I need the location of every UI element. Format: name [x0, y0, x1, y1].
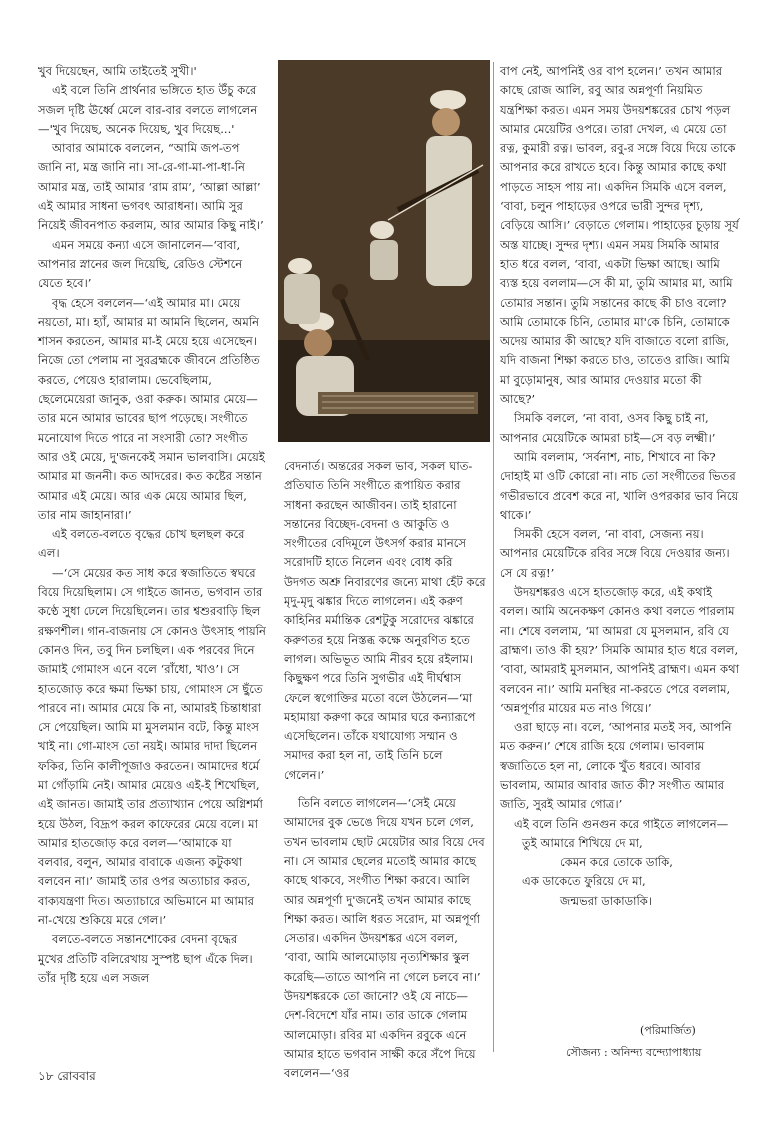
article-column-2	[284, 457, 486, 1081]
column-divider	[493, 62, 494, 1052]
paragraph: বেদনার্ত। অন্তরের সকল ভাব, সকল ঘাত-প্রতিঘাত তিনি সংগীতে রূপায়িত করার সাধনা করছেন আজীবন। তাই হারানো সন্তানের বিচ্ছেদ-বেদনা ও আকুতি ও সংগীতের বেদিমূলে উৎসর্গ করার মানসে সরোদটি হাতে নিলেন এবং বোধ করি উদগত অশ্রু নিবারণের জন্যে মাথা হেঁট করে মৃদু-মৃদু ঝঙ্কার দিতে লাগলেন। এই করুণ কাহিনির মর্মান্তিক রেশটুকু সরোদের ঝঙ্কারে করুণতর হয়ে নিস্তব্ধ কক্ষে অনুরণিত হতে লাগল। অভিভূত আমি নীরব হয়ে রইলাম। কিছুক্ষণ পরে তিনি সুগভীর এই দীর্ঘশ্বাস ফেলে স্বগোক্তির মতো বলে উঠলেন—‘মা মহামায়া করুণা করে আমার ঘরে কন্যারূপে এসেছিলেন। তাঁকে যথাযোগ্য সম্মান ও সমাদর করা হল না, তাই তিনি চলে গেলেন।’	[284, 459, 486, 782]
photo-illustration	[278, 60, 490, 442]
paragraph: আমি বললাম, ‘সর্বনাশ, নাচ, শিখাবে না কি? দোহাই মা ওটি কোরো না। নাচ তো সংগীতের ভিতর গভীরভাবে প্রবেশ করে না, খালি ওপরকার ভাব নিয়ে থাকে।’	[500, 449, 739, 522]
paragraph: এই বলতে-বলতে বৃদ্ধের চোখ ছলছল করে এল।	[38, 527, 245, 561]
song-verse	[522, 834, 740, 911]
paragraph: আবার আমাকে বললেন, “আমি জপ-তপ জানি না, মন্ত্র জানি না। সা-রে-গা-মা-পা-ধা-নি আমার মন্ত্র, তাই আমার ‘রাম রাম’, ‘আল্লা আল্লা’ এই আমার সাধনা ভগবৎ আরাধনা। আমি সুর নিয়েই জীবনপাত করলাম, আর আমার কিছু নাই।’	[38, 141, 264, 233]
paragraph: এই বলে তিনি গুনগুন করে গাইতে লাগলেন—	[514, 816, 729, 831]
paragraph: তিনি বলতে লাগলেন—‘সেই মেয়ে আমাদের বুক ভেঙে দিয়ে যখন চলে গেল, তখন ভাবলাম ছোট মেয়েটার আর বিয়ে দেব না। সে আমার ছেলের মতোই আমার কাছে কাছে থাকবে, সংগীত শিক্ষা করবে। আলি আর অন্নপূর্ণা দু'জনেই তখন আমার কাছে শিক্ষা করত। আলি ধরত সরোদ, মা অন্নপূর্ণা সেতার। একদিন উদয়শঙ্কর এসে বলল, ‘বাবা, আমি আলমোড়ায় নৃত্যশিক্ষার স্কুল করেছি—তাতে আপনি না গেলে চলবে না।’ উদয়শঙ্করকে তো জানো? ওই যে নাচে—দেশ-বিদেশে যাঁর নাম। তার ডাকে গেলাম আলমোড়া। রবির মা একদিন রবুকে এনে আমার হাতে ভগবান সাক্ষী করে সঁপে দিয়ে বললেন—‘ওর	[284, 796, 485, 1081]
paragraph: বলতে-বলতে সন্তানশোকের বেদনা বৃদ্ধের মুখের প্রতিটি বলিরেখায় সুস্পষ্ট ছাপ এঁকে দিল। তাঁর দৃষ্টি হয়ে এল সজল	[38, 932, 253, 985]
paragraph: এই বলে তিনি প্রার্থনার ভঙ্গিতে হাত উঁচু করে সজল দৃষ্টি ঊর্ধ্বে মেলে বার-বার বলতে লাগলেন—'খুব দিয়েছ, অনেক দিয়েছ, খুব দিয়েছ...'	[38, 83, 258, 136]
paragraph: সিমকি বললে, ‘না বাবা, ওসব কিছু চাই না, আপনার মেয়েটিকে আমরা চাই—সে বড় লক্ষ্মী।’	[500, 411, 716, 445]
verse-line: তুই আমারে শিখিয়ে দে মা,	[522, 835, 643, 850]
paragraph: এমন সময়ে কন্যা এসে জানালেন—‘বাবা, আপনার স্নানের জল দিয়েছি, রেডিও স্টেশনে যেতে হবে।’	[38, 237, 243, 291]
paragraph: সিমকী হেসে বলল, ‘না বাবা, সেজন্য নয়। আপনার মেয়েটিকে রবির সঙ্গে বিয়ে দেওয়ার জন্য। সে যে রত্ন!’	[500, 527, 730, 580]
verse-line: জন্মভরা ডাকাডাকি।	[560, 893, 653, 908]
paragraph: —‘সে মেয়ের কত সাধ করে স্বজাতিতে স্বঘরে বিয়ে দিয়েছিলাম। সে গাইতে জানত, ভগবান তার কণ্ঠে সুধা ঢেলে দিয়েছিলেন। তার শ্বশুরবাড়ি ছিল রক্ষণশীল। গান-বাজনায় সে কোনও উৎসাহ পায়নি কোনও দিন, তবু দিন চলছিল। এক পরবের দিনে জামাই গোমাংস এনে বলে ‘রাঁধো, খাও’। সে হাতজোড় করে ক্ষমা ভিক্ষা চায়, গোমাংস সে ছুঁতে পারবে না। আমার মেয়ে কি না, আমারই চিন্তাধারা সে পেয়েছিল। আমি মা মুসলমান বটে, কিন্তু মাংস খাই না। গো-মাংস তো নয়ই। আমার দাদা ছিলেন ফকির, তিনি কালীপূজাও করতেন। আমাদের ধর্মে মা গোঁড়ামি নেই। আমার মেয়েও এই-ই শিখেছিল, এই জানত। জামাই তার প্রত্যাখ্যান পেয়ে অগ্নিশর্মা হয়ে উঠল, বিদ্রূপ করল কাফেরের মেয়ে বলে। মা আমার হাতজোড় করে বলল—‘আমাকে যা বলবার, বলুন, আমার বাবাকে এজন্য কটুকথা বলবেন না।’ জামাই তার ওপর অত্যাচার করত, বাক্যযন্ত্রণা দিত। অত্যাচারে অভিমানে মা আমার না-খেয়ে শুকিয়ে মরে গেল।’	[38, 565, 266, 928]
paragraph-spacer	[284, 785, 486, 794]
paragraph: উদয়শঙ্করও এসে হাতজোড় করে, এই কথাই বলল। আমি অনেকক্ষণ কোনও কথা বলতে পারলাম না। শেষে বললাম, ‘মা আমরা যে মুসলমান, রবি যে ব্রাহ্মণ। তাও কী হয়?’ সিমকি আমার হাত ধরে বলল, ‘বাবা, আমরাই মুসলমান, আপনিই ব্রাহ্মণ। এমন কথা বলবেন না।’ আমি মনস্থির না-করতে পেরে বললাম, ‘অন্নপূর্ণার মায়ের মত নাও গিয়ে।’	[500, 585, 739, 715]
article-photo	[278, 60, 490, 442]
paragraph: বৃদ্ধ হেসে বললেন—‘এই আমার মা। মেয়ে নয়তো, মা। হ্যাঁ, আমার মা আমনি ছিলেন, অমনি শাসন করতেন, আমার মা-ই মেয়ে হয়ে এসেছেন। নিজে তো পেলাম না সুরব্রহ্মকে জীবনে প্রতিষ্ঠিত করতে, পেয়েও হারালাম। ভেবেছিলাম, ছেলেমেয়েরা জানুক, ওরা করুক। আমার মেয়ে—তার মনে আমার ভাবের ছাপ পড়েছে। সংগীতে মনোযোগ দিতে পারে না সংসারী তো? সংগীত আর ওই মেয়ে, দু'জনকেই সমান ভালবাসি। মেয়েই আমার মা জননী। কত আদরের। কত কষ্টের সন্তান আমার এই মেয়ে। আর এক মেয়ে আমার ছিল, তার নাম জাহানারা।’	[38, 295, 265, 522]
paragraph: ওরা ছাড়ে না। বলে, ‘আপনার মতই সব, আপনি মত করুন।’ শেষে রাজি হয়ে গেলাম। ভাবলাম স্বজাতিতে হল না, লোকে খুঁত ধরবে। আবার ভাবলাম, আমার আবার জাত কী? সংগীত আমার জাতি, সুরই আমার গোত্র।’	[500, 720, 732, 812]
verse-line: এক ডাকেতে ফুরিয়ে দে মা,	[522, 874, 646, 889]
courtesy-credit: সৌজন্য : অনিন্দ্য বন্দ্যোপাধ্যায়	[566, 1046, 702, 1059]
article-column-3	[500, 62, 740, 1007]
edited-note: (পরিমার্জিত)	[640, 1024, 696, 1037]
page-number-label: ১৮ রোববার	[38, 1069, 96, 1083]
verse-line: কেমন করে তোকে ডাকি,	[560, 855, 673, 870]
paragraph: খুব দিয়েছেন, আমি তাইতেই সুখী।'	[38, 64, 197, 78]
article-column-1	[38, 62, 266, 1050]
paragraph: বাপ নেই, আপনিই ওর বাপ হলেন।’ তখন আমার কাছে রোজ আলি, রবু আর অন্নপূর্ণা নিয়মিত যন্ত্রশিক্ষা করত। এমন সময় উদয়শঙ্করের চোখ পড়ল আমার মেয়েটির ওপরে। তারা দেখল, এ মেয়ে তো রত্ন, কুমারী রত্ন। ভাবল, রবু-র সঙ্গে বিয়ে দিয়ে তাকে আপনার করে রাখতে হবে। কিন্তু আমার কাছে কথা পাড়তে সাহস পায় না। একদিন সিমকি এসে বলল, ‘বাবা, চলুন পাহাড়ের ওপরে ভারী সুন্দর দৃশ্য, বেড়িয়ে আসি।’ বেড়াতে গেলাম। পাহাড়ের চূড়ায় সূর্য অস্ত যাচ্ছে। সুন্দর দৃশ্য। এমন সময় সিমকি আমার হাত ধরে বলল, ‘বাবা, একটা ভিক্ষা আছে। আমি ব্যস্ত হয়ে বললাম—সে কী মা, তুমি আমার মা, আমি তোমার সন্তান। তুমি সন্তানের কাছে কী চাও বলো? আমি তোমাকে চিনি, তোমার মা'কে চিনি, তোমাকে অদেয় আমার কী আছে? যদি বাজাতে বলো রাজি, যদি বাজনা শিক্ষা করতে চাও, তাতেও রাজি। আমি মা বুড়োমানুষ, আর আমার দেওয়ার মতো কী আছে?’	[500, 64, 739, 407]
